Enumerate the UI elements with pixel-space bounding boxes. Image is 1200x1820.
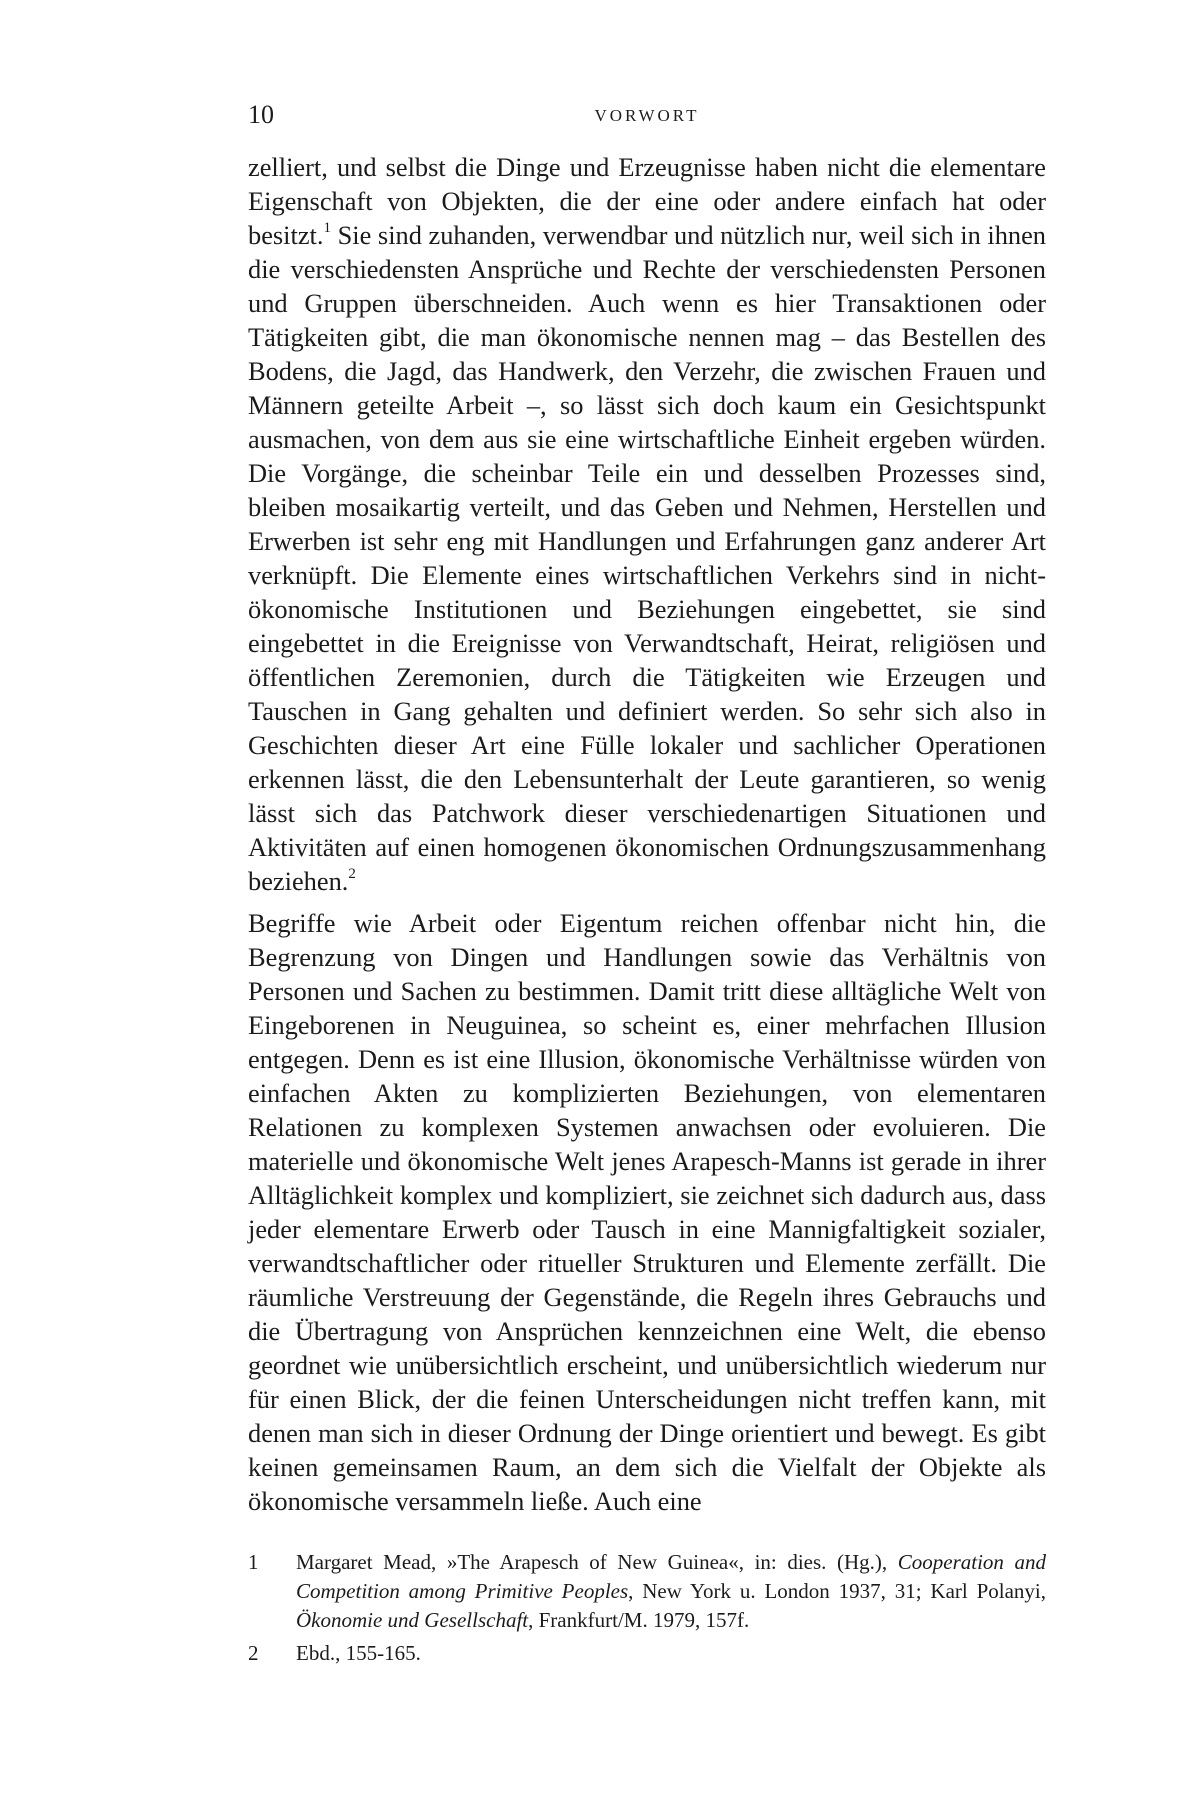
paragraph-text: Sie sind zuhanden, verwendbar und nützlich nur, weil sich in ihnen die verschiedensten Ansprüche und Rechte der verschiedensten Personen und Gruppen überschneiden. Auch wenn es hier Transaktionen oder Tätigkeiten gibt, die man ökonomische nennen mag – das Bestellen des Bodens, die Jagd, das Handwerk, den Verzehr, die zwischen Frauen und Männern geteilte Arbeit –, so lässt sich doch kaum ein Gesichtspunkt ausmachen, von dem aus sie eine wirtschaftliche Einheit ergeben würden. Die Vorgänge, die scheinbar Teile ein und desselben Prozesses sind, bleiben mosaikartig verteilt, und das Geben und Nehmen, Herstellen und Erwerben ist sehr eng mit Handlungen und Erfahrungen ganz anderer Art verknüpft. Die Elemente eines wirtschaftlichen Verkehrs sind in nicht-ökonomische Institutionen und Beziehungen eingebettet, sie sind eingebettet in die Ereignisse von Verwandtschaft, Heirat, religiösen und öffentlichen Zeremonien, durch die Tätigkeiten wie Erzeugen und Tauschen in Gang gehalten und definiert werden. So sehr sich also in Geschichten dieser Art eine Fülle lokaler und sachlicher Operationen erkennen lässt, die den Lebensunterhalt der Leute garantieren, so wenig lässt sich das Patchwork dieser verschiedenartigen Situationen und Aktivitäten auf einen homogenen ökonomischen Ordnungszusammenhang beziehen. — [248, 220, 1046, 896]
footnote-text-part: , Frankfurt/M. 1979, 157f. — [528, 1608, 750, 1632]
paragraph — [248, 150, 1046, 898]
footnote-text-part: Margaret Mead, »The Arapesch of New Guinea«, in: dies. (Hg.), — [296, 1550, 898, 1574]
footnote-reference: 2 — [348, 866, 356, 882]
book-title: Cooperation and Competition among Primitive Peoples — [296, 1550, 1047, 1603]
footnote — [248, 1548, 1046, 1635]
footnote-text-part: , New York u. London 1937, 31; Karl Polanyi, — [628, 1579, 1046, 1603]
page — [248, 100, 1046, 1518]
footnote-reference: 1 — [323, 220, 331, 236]
footnote-number: 1 — [248, 1550, 259, 1574]
paragraph — [248, 906, 1046, 1518]
footnote-text — [296, 1548, 1046, 1635]
body-text — [248, 150, 1046, 1518]
footnote-number: 2 — [248, 1641, 259, 1665]
footnotes — [248, 1548, 1046, 1672]
footnote — [248, 1639, 1046, 1668]
footnote-text: Ebd., 155-165. — [296, 1641, 421, 1665]
running-head — [248, 100, 1046, 140]
page-number: 10 — [248, 100, 274, 129]
book-title: Ökonomie und Gesellschaft — [296, 1608, 529, 1632]
paragraph-text: zelliert, und selbst die Dinge und Erzeugnisse haben nicht die elementare Eigenschaft von Objekten, die der eine oder andere einfach hat oder besitzt. — [248, 152, 1046, 250]
paragraph-text: Begriffe wie Arbeit oder Eigentum reichen offenbar nicht hin, die Begrenzung von Dingen und Handlungen sowie das Verhältnis von Personen und Sachen zu bestimmen. Damit tritt diese alltägliche Welt von Eingeborenen in Neuguinea, so scheint es, einer mehrfachen Illusion entgegen. Denn es ist eine Illusion, ökonomische Verhältnisse würden von einfachen Akten zu komplizierten Beziehungen, von elementaren Relationen zu komplexen Systemen anwachsen oder evoluieren. Die materielle und ökonomische Welt jenes Arapesch-Manns ist gerade in ihrer Alltäglichkeit komplex und kompliziert, sie zeichnet sich dadurch aus, dass jeder elementare Erwerb oder Tausch in eine Mannigfaltigkeit sozialer, verwandtschaftlicher oder ritueller Strukturen und Elemente zerfällt. Die räumliche Verstreuung der Gegenstände, die Regeln ihres Gebrauchs und die Übertragung von Ansprüchen kennzeichnen eine Welt, die ebenso geordnet wie unübersichtlich erscheint, und unübersichtlich wiederum nur für einen Blick, der die feinen Unterscheidungen nicht treffen kann, mit denen man sich in dieser Ordnung der Dinge orientiert und bewegt. Es gibt keinen gemeinsamen Raum, an dem sich die Vielfalt der Objekte als ökonomische versammeln ließe. Auch eine — [248, 908, 1046, 1516]
running-title: VORWORT — [594, 106, 700, 125]
